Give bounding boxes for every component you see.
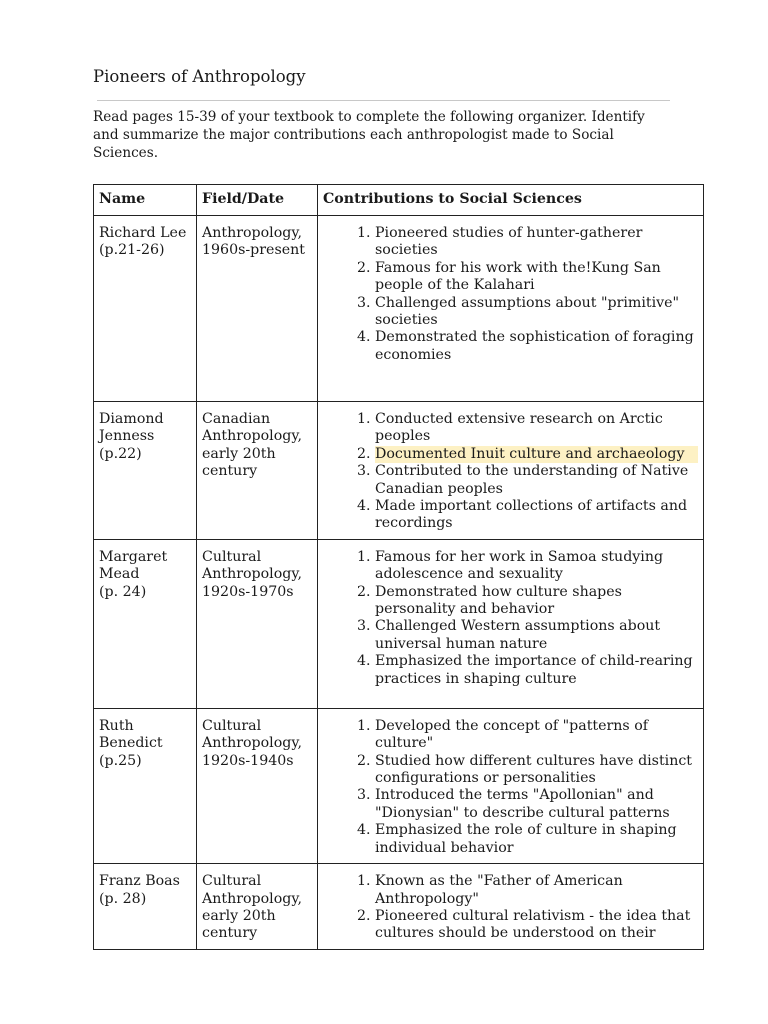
list-item: 3. Introduced the terms "Apollonian" and "Dionysian" to describe cultural patterns xyxy=(375,787,698,822)
cell-name xyxy=(94,708,197,863)
list-item: 3. Challenged Western assumptions about universal human nature xyxy=(375,618,698,653)
anthropologist-name: Margaret Mead xyxy=(99,548,168,583)
contributions-list xyxy=(323,718,698,857)
header-field-date: Field/Date xyxy=(197,185,318,216)
cell-field-date: Cultural Anthropology, early 20th century xyxy=(197,864,318,950)
list-item: 1. Known as the "Father of American Anthropology" xyxy=(375,873,698,908)
table-row xyxy=(94,864,704,950)
list-item: 2. Studied how different cultures have distinct configurations or personalities xyxy=(375,753,698,788)
cell-field-date: Cultural Anthropology, 1920s-1970s xyxy=(197,539,318,708)
page-reference: (p.22) xyxy=(99,445,142,462)
contributions-list xyxy=(323,873,698,943)
list-item: 1. Developed the concept of "patterns of culture" xyxy=(375,718,698,753)
contributions-list xyxy=(323,549,698,688)
cell-field-date: Canadian Anthropology, early 20th century xyxy=(197,402,318,540)
cell-contributions xyxy=(318,402,704,540)
list-item: 4. Emphasized the role of culture in shaping individual behavior xyxy=(375,822,698,857)
page-reference: (p.25) xyxy=(99,752,142,769)
list-item: 2. Demonstrated how culture shapes personality and behavior xyxy=(375,584,698,619)
header-name: Name xyxy=(94,185,197,216)
list-item: 2. Pioneered cultural relativism - the idea that cultures should be understood on their xyxy=(375,908,698,943)
page-reference: (p.21-26) xyxy=(99,242,165,259)
table-row xyxy=(94,216,704,402)
cell-name xyxy=(94,539,197,708)
list-item: 4. Emphasized the importance of child-rearing practices in shaping culture xyxy=(375,653,698,688)
cell-contributions xyxy=(318,539,704,708)
cell-field-date: Cultural Anthropology, 1920s-1940s xyxy=(197,708,318,863)
header-contributions: Contributions to Social Sciences xyxy=(318,185,704,216)
list-item: 3. Challenged assumptions about "primitive" societies xyxy=(375,295,698,330)
list-item: 1. Famous for her work in Samoa studying adolescence and sexuality xyxy=(375,549,698,584)
cell-contributions xyxy=(318,864,704,950)
anthropologist-name: Ruth Benedict xyxy=(99,717,163,752)
anthropologist-name: Richard Lee xyxy=(99,225,187,241)
contributions-list xyxy=(323,225,698,364)
cell-name xyxy=(94,864,197,950)
page-title: Pioneers of Anthropology xyxy=(93,67,306,86)
instructions-text: Read pages 15-39 of your textbook to complete the following organizer. Identify and summarize the major contributions each anthropologist made to Social Sciences. xyxy=(93,109,645,161)
list-item: 4. Made important collections of artifacts and recordings xyxy=(375,498,698,533)
list-item: 2. Famous for his work with the!Kung San people of the Kalahari xyxy=(375,260,698,295)
cell-name xyxy=(94,402,197,540)
title-divider xyxy=(97,100,670,101)
table-row xyxy=(94,539,704,708)
anthropologist-name: Franz Boas xyxy=(99,873,180,890)
anthropologist-name: Diamond Jenness xyxy=(99,411,164,445)
cell-contributions xyxy=(318,216,704,402)
list-item: 1. Pioneered studies of hunter-gatherer societies xyxy=(375,225,698,260)
page-reference: (p. 24) xyxy=(99,583,147,600)
organizer-table xyxy=(93,184,704,950)
list-item: 4. Demonstrated the sophistication of foraging economies xyxy=(375,329,698,364)
highlighted-list-item: 2. Documented Inuit culture and archaeology xyxy=(375,446,698,463)
list-item: 3. Contributed to the understanding of Native Canadian peoples xyxy=(375,463,698,498)
table-row xyxy=(94,708,704,863)
cell-contributions xyxy=(318,708,704,863)
cell-name xyxy=(94,216,197,402)
table-row xyxy=(94,402,704,540)
page-reference: (p. 28) xyxy=(99,890,147,907)
table-header-row xyxy=(94,185,704,216)
cell-field-date: Anthropology, 1960s-present xyxy=(197,216,318,402)
list-item: 1. Conducted extensive research on Arctic peoples xyxy=(375,411,698,446)
contributions-list xyxy=(323,411,698,533)
